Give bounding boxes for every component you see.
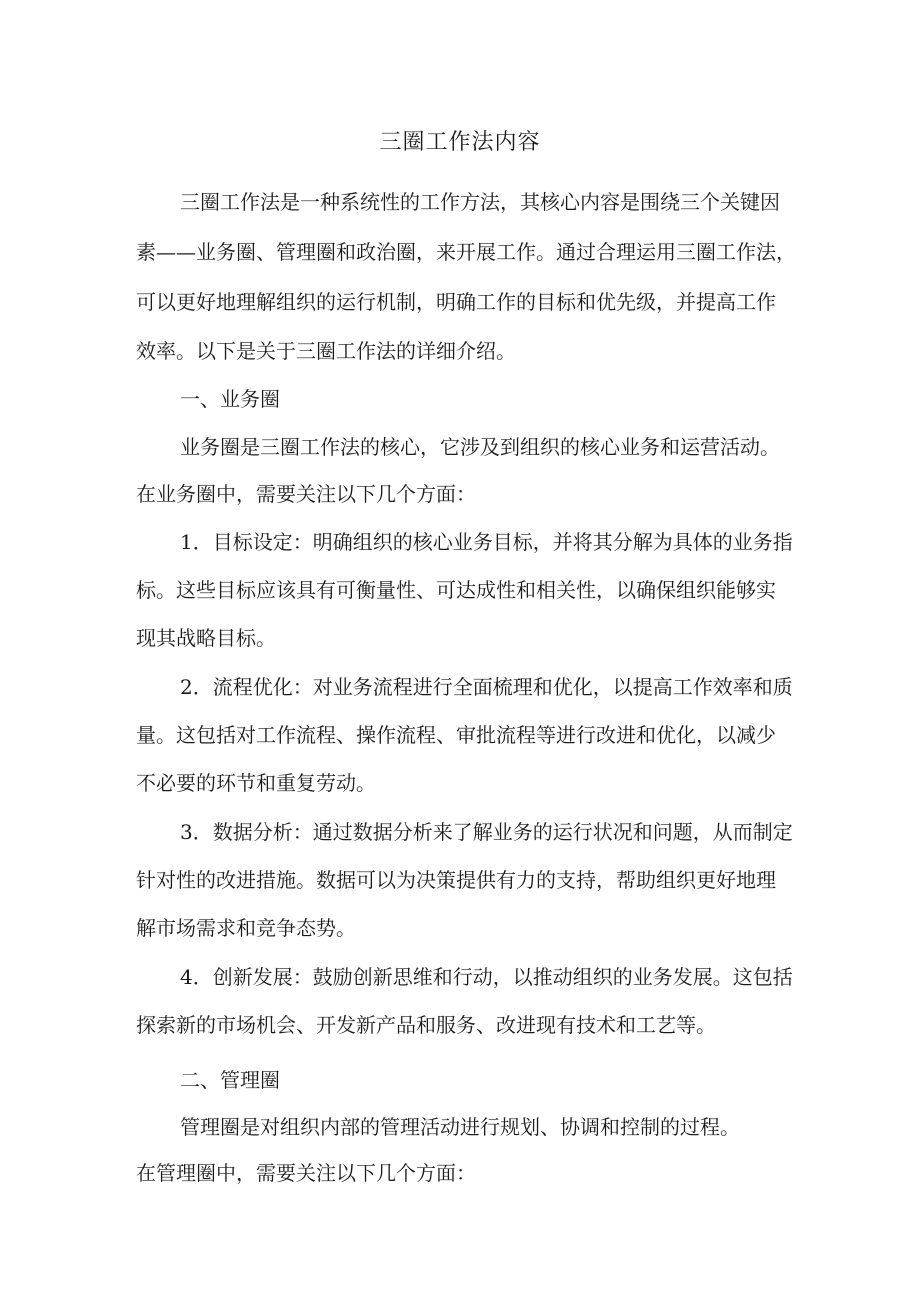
item-4-line-1: 4．创新发展：鼓励创新思维和行动，以推动组织的业务发展。这包括: [180, 965, 793, 989]
section-heading-business-circle: 一、业务圈: [180, 387, 280, 411]
item-4-line-2: 探索新的市场机会、开发新产品和服务、改进现有技术和工艺等。: [136, 1013, 716, 1037]
document-title: 三圈工作法内容: [379, 130, 541, 155]
paragraph-business-line-2: 在业务圈中，需要关注以下几个方面：: [136, 482, 476, 506]
section-heading-management-circle: 二、管理圈: [180, 1068, 280, 1092]
paragraph-intro-line-2: 素——业务圈、管理圈和政治圈，来开展工作。通过合理运用三圈工作法，: [136, 240, 796, 264]
paragraph-intro-line-4: 效率。以下是关于三圈工作法的详细介绍。: [136, 339, 516, 363]
paragraph-intro-line-1: 三圈工作法是一种系统性的工作方法，其核心内容是围绕三个关键因: [180, 190, 780, 214]
item-1-line-2: 标。这些目标应该具有可衡量性、可达成性和相关性，以确保组织能够实: [136, 578, 776, 602]
item-2-line-2: 量。这包括对工作流程、操作流程、审批流程等进行改进和优化，以减少: [136, 723, 776, 747]
item-2-line-3: 不必要的环节和重复劳动。: [136, 771, 376, 795]
item-2-line-1: 2．流程优化：对业务流程进行全面梳理和优化，以提高工作效率和质: [180, 675, 793, 699]
item-1-line-3: 现其战略目标。: [136, 626, 276, 650]
item-3-line-1: 3．数据分析：通过数据分析来了解业务的运行状况和问题，从而制定: [180, 820, 793, 844]
item-3-line-2: 针对性的改进措施。数据可以为决策提供有力的支持，帮助组织更好地理: [136, 868, 776, 892]
paragraph-intro-line-3: 可以更好地理解组织的运行机制，明确工作的目标和优先级，并提高工作: [136, 290, 776, 314]
item-3-line-3: 解市场需求和竞争态势。: [136, 916, 356, 940]
paragraph-management-line-1: 管理圈是对组织内部的管理活动进行规划、协调和控制的过程。: [180, 1115, 740, 1139]
paragraph-business-line-1: 业务圈是三圈工作法的核心，它涉及到组织的核心业务和运营活动。: [180, 435, 780, 459]
paragraph-management-line-2: 在管理圈中，需要关注以下几个方面：: [136, 1161, 476, 1185]
item-1-line-1: 1．目标设定：明确组织的核心业务目标，并将其分解为具体的业务指: [180, 530, 793, 554]
